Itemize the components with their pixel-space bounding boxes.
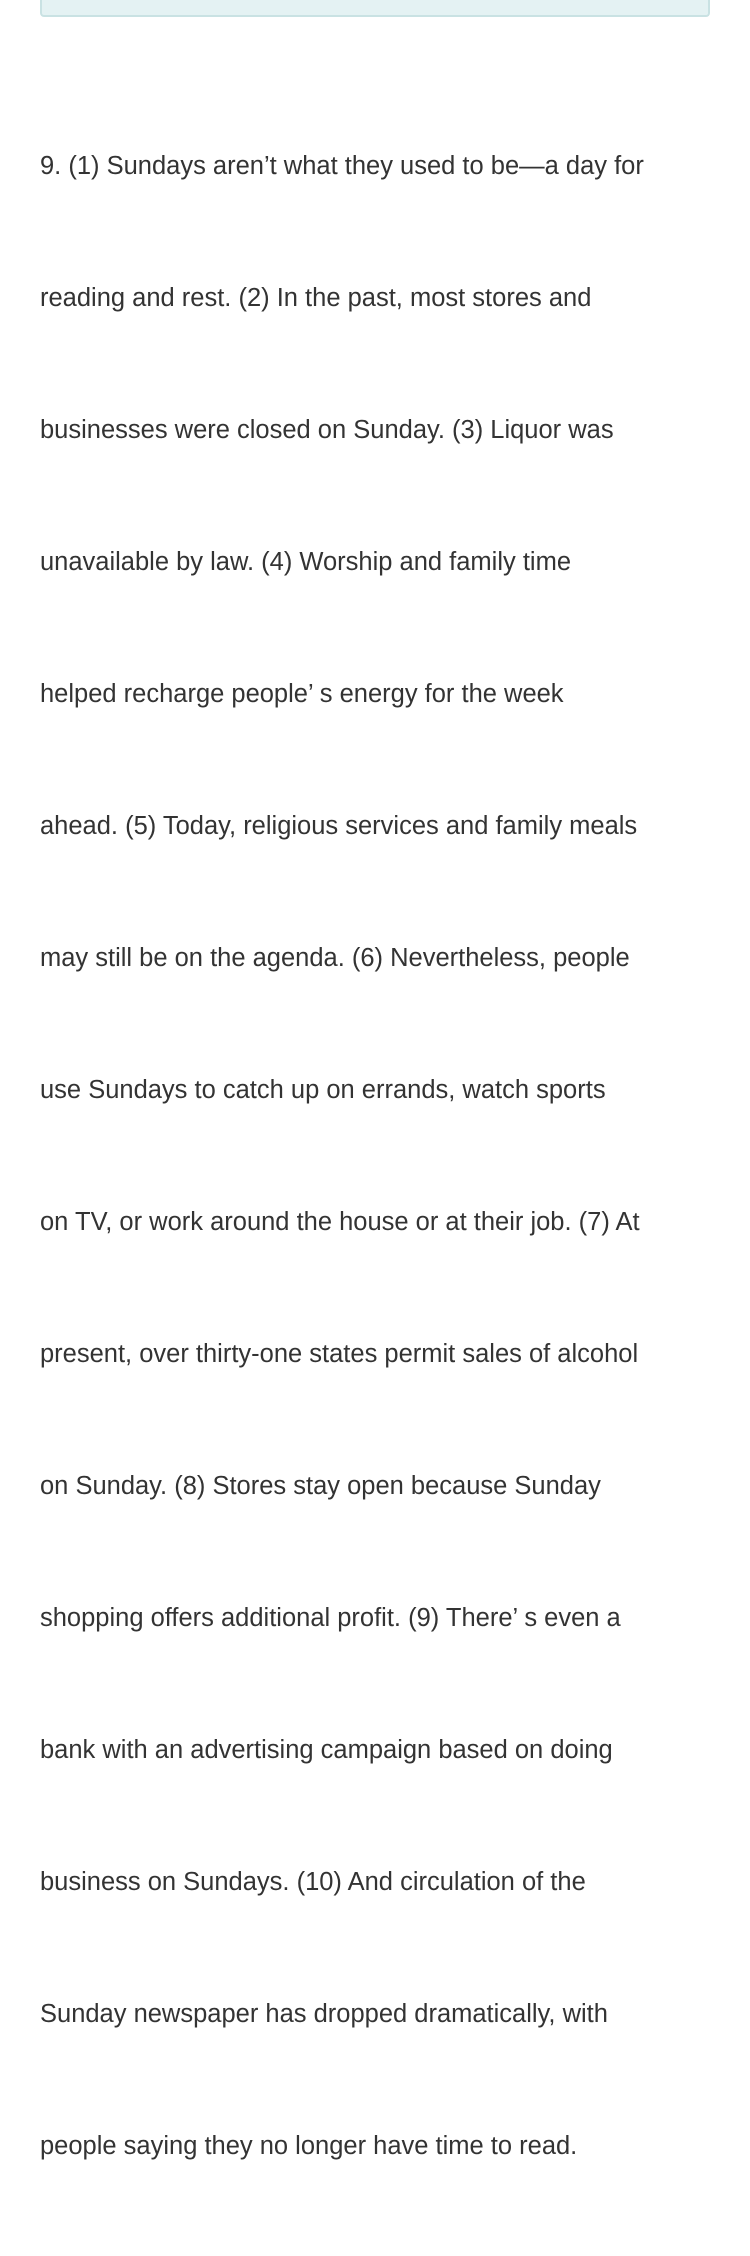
answer-box [40, 0, 710, 17]
passage-line: Sunday newspaper has dropped dramatically, with [40, 2000, 608, 2028]
passage-line: bank with an advertising campaign based on doing [40, 1736, 613, 1764]
passage-line: ahead. (5) Today, religious services and family meals [40, 812, 638, 840]
question-passage [40, 56, 710, 2256]
passage-line: on Sunday. (8) Stores stay open because Sunday [40, 1472, 601, 1500]
passage-line: shopping offers additional profit. (9) There’ s even a [40, 1604, 621, 1632]
passage-line: helped recharge people’ s energy for the week [40, 680, 564, 708]
passage-line: 9. (1) Sundays aren’t what they used to be—a day for [40, 152, 644, 180]
passage-line: reading and rest. (2) In the past, most stores and [40, 284, 592, 312]
passage-line: business on Sundays. (10) And circulation of the [40, 1868, 586, 1896]
passage-line: present, over thirty-one states permit sales of alcohol [40, 1340, 639, 1368]
passage-line: people saying they no longer have time to read. [40, 2132, 578, 2160]
passage-line: unavailable by law. (4) Worship and family time [40, 548, 572, 576]
passage-line: use Sundays to catch up on errands, watch sports [40, 1076, 606, 1104]
passage-line: may still be on the agenda. (6) Nevertheless, people [40, 944, 630, 972]
passage-line: on TV, or work around the house or at their job. (7) At [40, 1208, 640, 1236]
passage-line: businesses were closed on Sunday. (3) Liquor was [40, 416, 614, 444]
